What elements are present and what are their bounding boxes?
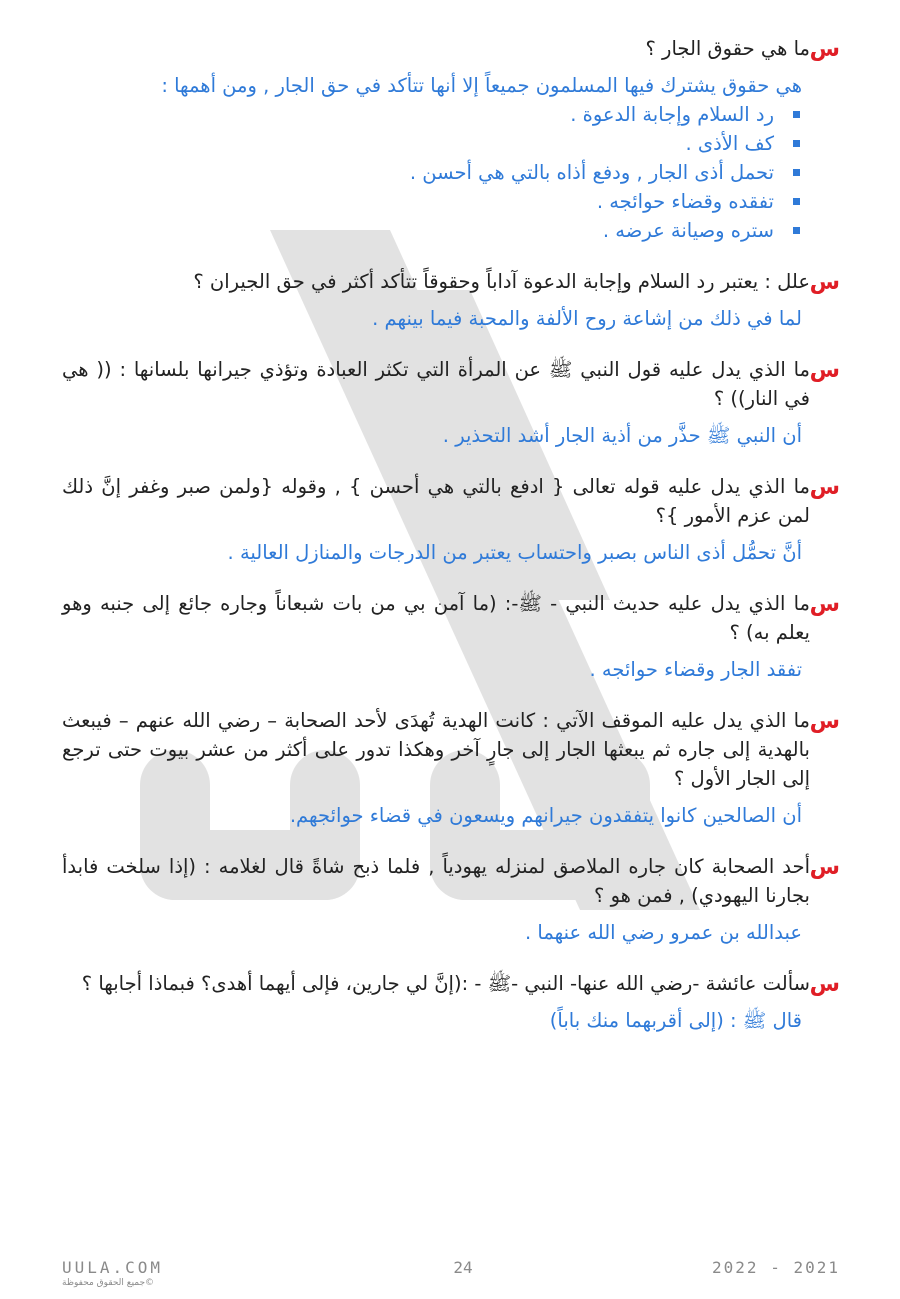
answer xyxy=(62,71,840,245)
qa-block-8 xyxy=(62,969,840,1035)
qa-block-4 xyxy=(62,472,840,567)
question-text: ما الذي يدل عليه قوله تعالى { ادفع بالتي هي أحسن } , وقوله {ولمن صبر وغفر إنَّ ذلك لمن عزم الأمور }؟ xyxy=(62,475,810,527)
qa-block-3 xyxy=(62,355,840,450)
question-marker: س xyxy=(809,270,840,295)
qa-block-2 xyxy=(62,267,840,333)
question-text: ما الذي يدل عليه الموقف الآتي : كانت الهدية تُهدَى لأحد الصحابة – رضي الله عنهم – فيبعث بالهدية إلى جاره ثم يبعثها الجار إلى جارٍ آخر وهكذا تدور على أكثر من عشر بيوت حتى ترجع إلى الجار الأول ؟ xyxy=(62,709,810,790)
footer-rights: ©جميع الحقوق محفوظة xyxy=(62,1278,155,1288)
question-text: أحد الصحابة كان جاره الملاصق لمنزله يهودياً , فلما ذبح شاةً قال لغلامه : (إذا سلخت فابدأ بجارنا اليهودي) , فمن هو ؟ xyxy=(62,855,810,907)
footer-years: 2022 - 2021 xyxy=(712,1258,840,1277)
question-marker: س xyxy=(809,592,840,617)
list-item: ستره وصيانة عرضه . xyxy=(62,216,774,245)
question xyxy=(62,34,840,63)
question-marker: س xyxy=(809,37,840,62)
answer-text: تفقد الجار وقضاء حوائجه . xyxy=(589,658,802,681)
list-item: رد السلام وإجابة الدعوة . xyxy=(62,100,774,129)
question-text: ما الذي يدل عليه قول النبي ﷺ عن المرأة التي تكثر العبادة وتؤذي جيرانها بلسانها : (( هي في النار)) ؟ xyxy=(62,358,810,410)
question-marker: س xyxy=(809,855,840,880)
answer-list xyxy=(62,100,802,245)
answer-intro: هي حقوق يشترك فيها المسلمون جميعاً إلا أنها تتأكد في حق الجار , ومن أهمها : xyxy=(161,74,802,97)
question xyxy=(62,969,840,998)
question xyxy=(62,472,840,530)
qa-content xyxy=(62,34,840,1057)
page-footer xyxy=(62,1258,840,1292)
page-number: 24 xyxy=(453,1258,473,1277)
question-text: ما هي حقوق الجار ؟ xyxy=(645,37,810,60)
question xyxy=(62,706,840,793)
footer-logo: UULA.COM xyxy=(62,1258,164,1277)
question-text: سألت عائشة -رضي الله عنها- النبي -ﷺ - :(إنَّ لي جارين، فإلى أيهما أهدى؟ فبماذا أجابها ؟ xyxy=(81,972,810,995)
answer-text: أن النبي ﷺ حذَّر من أذية الجار أشد التحذير . xyxy=(442,424,802,447)
list-item: تحمل أذى الجار , ودفع أذاه بالتي هي أحسن . xyxy=(62,158,774,187)
question-marker: س xyxy=(809,972,840,997)
qa-block-6 xyxy=(62,706,840,830)
qa-block-5 xyxy=(62,589,840,684)
question-marker: س xyxy=(809,358,840,383)
question-text: ما الذي يدل عليه حديث النبي - ﷺ-: (ما آمن بي من بات شبعاناً وجاره جائع إلى جنبه وهو يعلم به) ؟ xyxy=(62,592,810,644)
question-marker: س xyxy=(809,709,840,734)
qa-block-7 xyxy=(62,852,840,947)
answer-text: لما في ذلك من إشاعة روح الألفة والمحبة فيما بينهم . xyxy=(372,307,802,330)
list-item: كف الأذى . xyxy=(62,129,774,158)
answer-text: أنَّ تحمُّل أذى الناس بصبر واحتساب يعتبر من الدرجات والمنازل العالية . xyxy=(227,541,802,564)
answer-text: أن الصالحين كانوا يتفقدون جيرانهم ويسعون في قضاء حوائجهم. xyxy=(289,804,802,827)
question-text: علل : يعتبر رد السلام وإجابة الدعوة آداباً وحقوقاً تتأكد أكثر في حق الجيران ؟ xyxy=(193,270,810,293)
answer-text: قال ﷺ : (إلى أقربهما منك باباً) xyxy=(549,1009,802,1032)
question xyxy=(62,589,840,647)
question xyxy=(62,267,840,296)
list-item: تفقده وقضاء حوائجه . xyxy=(62,187,774,216)
question xyxy=(62,355,840,413)
qa-block-1 xyxy=(62,34,840,245)
question xyxy=(62,852,840,910)
answer-text: عبدالله بن عمرو رضي الله عنهما . xyxy=(525,921,802,944)
question-marker: س xyxy=(809,475,840,500)
